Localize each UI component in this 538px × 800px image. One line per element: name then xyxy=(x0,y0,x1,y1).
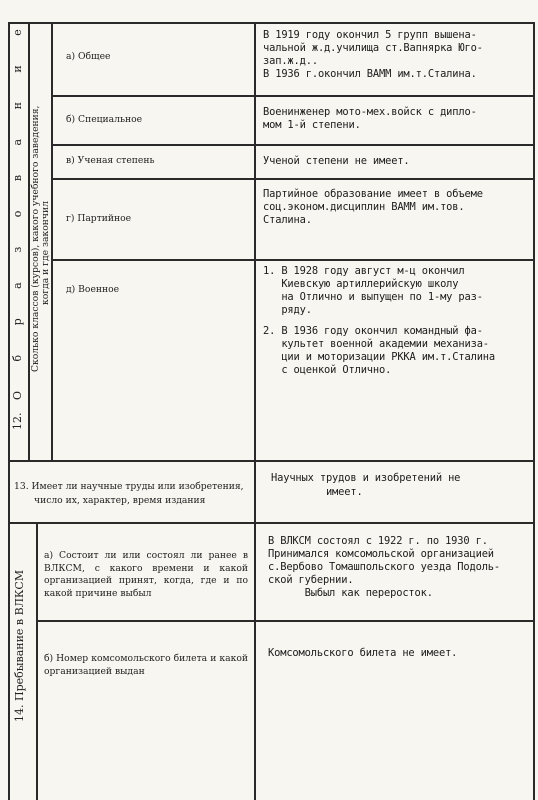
row-military-line: с оценкой Отлично. xyxy=(263,364,392,376)
row-general-line: чальной ж.д.училища ст.Вапнярка Юго- xyxy=(263,42,483,54)
row-general-line: В 1936 г.окончил ВАММ им.т.Сталина. xyxy=(263,68,477,80)
komsomol-membership-line: Принимался комсомольской организацией xyxy=(268,548,494,560)
row-special-label: б) Специальное xyxy=(66,114,143,125)
row-military-line: ции и моторизации РККА им.т.Сталина xyxy=(263,351,496,363)
row-party-label: г) Партийное xyxy=(66,213,132,224)
row-special-line: Военинженер мото-мех.войск с дипло- xyxy=(263,106,477,118)
section-12-number: 12. xyxy=(11,412,24,430)
komsomol-card-label: б) Номер комсомольского билета и какой организацией выдан xyxy=(44,653,248,677)
section-13-line: имеет. xyxy=(271,486,363,498)
komsomol-membership-line: с.Вербово Томашпольского уезда Подоль- xyxy=(268,561,501,573)
komsomol-membership-line: Выбыл как переросток. xyxy=(268,587,433,599)
row-special-line: мом 1-й степени. xyxy=(263,119,361,131)
row-general-line: В 1919 году окончил 5 групп вышена- xyxy=(263,29,477,41)
komsomol-card-value: Комсомольского билета не имеет. xyxy=(268,647,458,659)
row-general-line: зап.ж.д.. xyxy=(263,55,318,67)
komsomol-membership-line: В ВЛКСМ состоял с 1922 г. по 1930 г. xyxy=(268,535,488,547)
row-military-line: на Отлично и выпущен по 1-му раз- xyxy=(263,291,483,303)
row-party-line: соц.эконом.дисциплин ВАММ им.тов. xyxy=(263,201,465,213)
section-13-line: Научных трудов и изобретений не xyxy=(271,472,461,484)
row-military-line: культет военной академии механиза- xyxy=(263,338,489,350)
row-military-line: 2. В 1936 году окончил командный фа- xyxy=(263,325,483,337)
row-party-line: Сталина. xyxy=(263,214,312,226)
row-military-line: 1. В 1928 году август м-ц окончил xyxy=(263,265,465,277)
row-general-label: а) Общее xyxy=(66,51,111,62)
section-14-title: 14. Пребывание в ВЛКСМ xyxy=(13,569,26,722)
section-13-label-line2: число их, характер, время издания xyxy=(34,495,206,506)
section-12-title: О б р а з о в а н и е xyxy=(11,16,24,400)
section-13-label-line1: 13. Имеет ли научные труды или изобретения, xyxy=(14,481,244,492)
komsomol-membership-line: ской губернии. xyxy=(268,574,354,586)
row-military-line: Киевскую артиллерийскую школу xyxy=(263,278,459,290)
row-military-label: д) Военное xyxy=(66,284,120,295)
komsomol-membership-label: а) Состоит ли или состоял ли ранее в ВЛКСМ, с какого времени и какой организацией принят, когда, где и по какой причине выбыл xyxy=(44,550,248,599)
row-military-line: ряду. xyxy=(263,304,312,316)
row-degree-label: в) Ученая степень xyxy=(66,155,155,166)
section-12-side-note-line1: Сколько классов (курсов), какого учебного заведения, xyxy=(30,105,41,372)
row-party-line: Партийное образование имеет в объеме xyxy=(263,188,483,200)
section-12-side-note-line2: когда и где закончил xyxy=(40,201,51,305)
row-degree-value: Ученой степени не имеет. xyxy=(263,155,410,167)
